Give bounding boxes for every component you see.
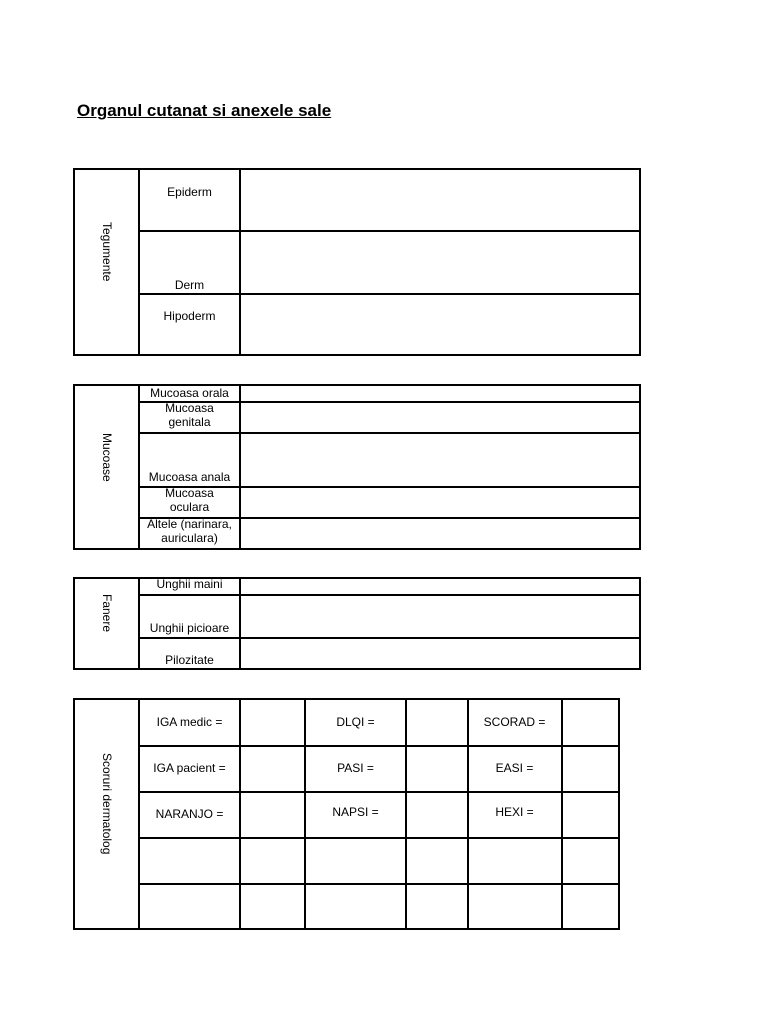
score-label-naranjo: NARANJO = [155, 807, 224, 821]
row-label-mucoasa-oculara: Mucoasa oculara [165, 486, 214, 514]
row-label-epiderm: Epiderm [167, 185, 212, 199]
tegumente-group-label: Tegumente [100, 222, 114, 282]
value-cell-mucoasa-orala[interactable] [241, 386, 639, 401]
value-cell-unghii-maini[interactable] [241, 579, 639, 594]
empty-score-row[interactable] [141, 839, 618, 883]
score-value-naranjo[interactable] [241, 793, 304, 837]
row-label-mucoasa-orala: Mucoasa orala [150, 386, 229, 400]
score-label-hexi: HEXI = [495, 805, 534, 819]
row-label-unghii-picioare: Unghii picioare [149, 621, 230, 635]
score-label-napsi: NAPSI = [332, 805, 379, 819]
value-cell-epiderm[interactable] [241, 170, 639, 230]
row-label-pilozitate: Pilozitate [165, 653, 214, 667]
row-label-altele: Altele (narinara, auriculara) [147, 517, 232, 545]
value-cell-mucoasa-oculara[interactable] [241, 488, 639, 517]
score-label-iga-medic: IGA medic = [156, 715, 223, 729]
row-label-derm: Derm [174, 278, 205, 292]
row-label-mucoasa-anala: Mucoasa anala [148, 470, 231, 484]
value-cell-mucoasa-genitala[interactable] [241, 403, 639, 432]
value-cell-unghii-picioare[interactable] [241, 596, 639, 637]
score-label-dlqi: DLQI = [336, 715, 375, 729]
score-value-easi[interactable] [563, 747, 618, 791]
score-value-dlqi[interactable] [407, 700, 467, 745]
value-cell-pilozitate[interactable] [241, 639, 639, 668]
tegumente-table [73, 168, 641, 356]
mucoase-group-label: Mucoase [100, 432, 114, 482]
score-label-easi: EASI = [495, 761, 534, 775]
scoruri-group-label: Scoruri dermatolog [100, 753, 114, 855]
fanere-group-label: Fanere [100, 594, 114, 633]
fanere-table [73, 577, 641, 670]
mucoase-table [73, 384, 641, 550]
page-title: Organul cutanat si anexele sale [77, 101, 332, 120]
score-label-iga-pacient: IGA pacient = [153, 761, 226, 775]
score-value-hexi[interactable] [563, 793, 618, 837]
score-value-iga-pacient[interactable] [241, 747, 304, 791]
score-value-scorad[interactable] [563, 700, 618, 745]
value-cell-hipoderm[interactable] [241, 295, 639, 354]
row-label-hipoderm: Hipoderm [163, 309, 216, 323]
value-cell-mucoasa-anala[interactable] [241, 434, 639, 486]
value-cell-derm[interactable] [241, 232, 639, 293]
score-value-napsi[interactable] [407, 793, 467, 837]
score-label-pasi: PASI = [337, 761, 374, 775]
row-label-mucoasa-genitala: Mucoasa genitala [165, 401, 214, 429]
value-cell-altele[interactable] [241, 519, 639, 548]
scoruri-table [73, 698, 620, 930]
empty-score-row[interactable] [141, 885, 618, 928]
score-value-iga-medic[interactable] [241, 700, 304, 745]
score-value-pasi[interactable] [407, 747, 467, 791]
score-label-scorad: SCORAD = [483, 715, 546, 729]
row-label-unghii-maini: Unghii maini [156, 577, 223, 591]
